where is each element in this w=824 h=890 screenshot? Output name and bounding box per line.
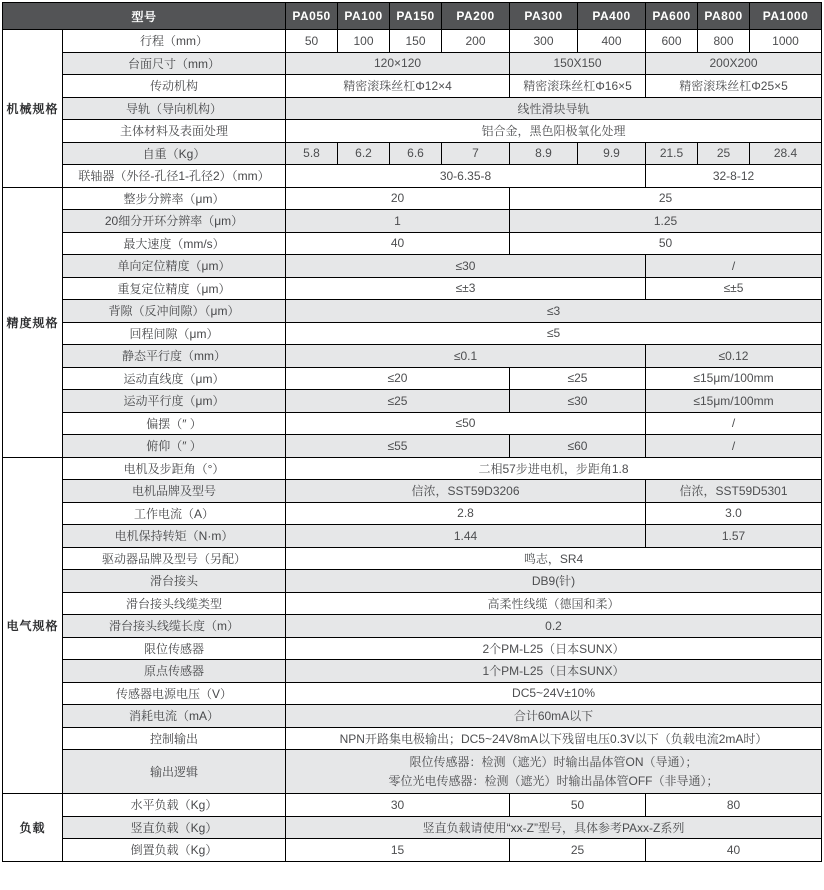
table-row — [3, 412, 822, 435]
spec-cell: / — [646, 412, 822, 435]
spec-cell: 合计60mA以下 — [286, 705, 822, 728]
table-row — [3, 367, 822, 390]
spec-cell — [286, 750, 822, 794]
table-row — [3, 660, 822, 683]
table-row — [3, 457, 822, 480]
row-label: 电机品牌及型号 — [63, 480, 286, 503]
spec-cell: 2.8 — [286, 502, 646, 525]
table-row — [3, 390, 822, 413]
row-label: 输出逻辑 — [63, 750, 286, 794]
row-label: 传动机构 — [63, 75, 286, 98]
row-label: 控制输出 — [63, 727, 286, 750]
spec-cell: 32-8-12 — [646, 165, 822, 188]
spec-cell: ≤0.12 — [646, 345, 822, 368]
spec-cell: NPN开路集电极输出；DC5~24V8mA以下残留电压0.3V以下（负载电流2mA时） — [286, 727, 822, 750]
spec-cell: ≤±3 — [286, 277, 646, 300]
model-header: PA100 — [338, 3, 390, 30]
table-row — [3, 705, 822, 728]
spec-cell: 1.57 — [646, 525, 822, 548]
spec-cell: 50 — [510, 232, 822, 255]
table-row — [3, 75, 822, 98]
spec-cell: ≤20 — [286, 367, 510, 390]
table-row — [3, 547, 822, 570]
row-label: 回程间隙（μm） — [63, 322, 286, 345]
spec-cell: ≤55 — [286, 435, 510, 458]
table-row — [3, 187, 822, 210]
row-label: 台面尺寸（mm） — [63, 52, 286, 75]
spec-cell: 1.25 — [510, 210, 822, 233]
row-label: 单向定位精度（μm） — [63, 255, 286, 278]
spec-cell: 信浓，SST59D5301 — [646, 480, 822, 503]
row-label: 静态平行度（mm） — [63, 345, 286, 368]
spec-cell: ≤25 — [286, 390, 510, 413]
row-label: 消耗电流（mA） — [63, 705, 286, 728]
spec-cell: 1 — [286, 210, 510, 233]
table-row — [3, 570, 822, 593]
spec-cell: 25 — [698, 142, 750, 165]
spec-cell: 5.8 — [286, 142, 338, 165]
table-row — [3, 750, 822, 794]
row-label: 电机保持转矩（N·m） — [63, 525, 286, 548]
spec-cell: 50 — [286, 30, 338, 53]
spec-cell: 6.2 — [338, 142, 390, 165]
spec-cell: 25 — [510, 187, 822, 210]
spec-cell: 1个PM-L25（日本SUNX） — [286, 660, 822, 683]
spec-cell: 高柔性线缆（德国和柔） — [286, 592, 822, 615]
row-label: 自重（Kg） — [63, 142, 286, 165]
table-row — [3, 30, 822, 53]
spec-cell: ≤±5 — [646, 277, 822, 300]
spec-cell: / — [646, 435, 822, 458]
row-label: 行程（mm） — [63, 30, 286, 53]
table-row — [3, 142, 822, 165]
model-header: PA1000 — [750, 3, 822, 30]
spec-cell: 30-6.35-8 — [286, 165, 646, 188]
table-row — [3, 615, 822, 638]
spec-cell: 精密滚珠丝杠Φ25×5 — [646, 75, 822, 98]
table-row — [3, 120, 822, 143]
spec-cell: ≤15μm/100mm — [646, 390, 822, 413]
row-label: 20细分开环分辨率（μm） — [63, 210, 286, 233]
table-row — [3, 345, 822, 368]
spec-cell: ≤3 — [286, 300, 822, 323]
spec-cell: ≤30 — [286, 255, 646, 278]
spec-cell: 二相57步进电机，步距角1.8 — [286, 457, 822, 480]
row-label: 俯仰（″ ） — [63, 435, 286, 458]
spec-cell: 600 — [646, 30, 698, 53]
spec-cell: 100 — [338, 30, 390, 53]
spec-cell: 20 — [286, 187, 510, 210]
spec-cell: 6.6 — [390, 142, 442, 165]
row-label: 滑台接头线缆类型 — [63, 592, 286, 615]
spec-cell: ≤30 — [510, 390, 646, 413]
model-header: PA050 — [286, 3, 338, 30]
spec-cell: 鸣志，SR4 — [286, 547, 822, 570]
table-row — [3, 97, 822, 120]
spec-cell: DC5~24V±10% — [286, 682, 822, 705]
table-row — [3, 480, 822, 503]
row-label: 工作电流（A） — [63, 502, 286, 525]
spec-cell: ≤25 — [510, 367, 646, 390]
spec-cell: 120×120 — [286, 52, 510, 75]
spec-cell: 精密滚珠丝杠Φ16×5 — [510, 75, 646, 98]
row-label: 原点传感器 — [63, 660, 286, 683]
header-row — [3, 3, 822, 30]
model-header: PA800 — [698, 3, 750, 30]
spec-cell: 40 — [646, 839, 822, 862]
table-row — [3, 839, 822, 862]
spec-cell: 8.9 — [510, 142, 578, 165]
table-row — [3, 255, 822, 278]
row-label: 电机及步距角（°） — [63, 457, 286, 480]
spec-cell: 800 — [698, 30, 750, 53]
spec-cell: 50 — [510, 794, 646, 817]
spec-cell: DB9(针) — [286, 570, 822, 593]
spec-cell-line: 限位传感器：检测（遮光）时输出晶体管ON（导通）； — [409, 754, 698, 769]
spec-cell: 线性滑块导轨 — [286, 97, 822, 120]
spec-cell: 30 — [286, 794, 510, 817]
spec-cell: 铝合金，黑色阳极氧化处理 — [286, 120, 822, 143]
spec-table — [2, 2, 822, 862]
row-label: 倒置负载（Kg） — [63, 839, 286, 862]
spec-cell: 40 — [286, 232, 510, 255]
spec-cell: ≤0.1 — [286, 345, 646, 368]
spec-cell: ≤15μm/100mm — [646, 367, 822, 390]
model-header: PA150 — [390, 3, 442, 30]
row-label: 主体材料及表面处理 — [63, 120, 286, 143]
row-label: 滑台接头线缆长度（m） — [63, 615, 286, 638]
row-label: 导轨（导向机构） — [63, 97, 286, 120]
spec-cell: 150 — [390, 30, 442, 53]
model-header: PA400 — [578, 3, 646, 30]
model-header: PA200 — [442, 3, 510, 30]
spec-cell: 9.9 — [578, 142, 646, 165]
section-label: 精度规格 — [3, 187, 63, 457]
table-row — [3, 232, 822, 255]
spec-cell: ≤50 — [286, 412, 646, 435]
table-row — [3, 210, 822, 233]
row-label: 重复定位精度（μm） — [63, 277, 286, 300]
spec-cell-line: 零位光电传感器：检测（遮光）时输出晶体管OFF（非导通）； — [388, 773, 719, 788]
spec-cell: 1000 — [750, 30, 822, 53]
row-label: 偏摆（″ ） — [63, 412, 286, 435]
row-label: 背隙（反冲间隙）（μm） — [63, 300, 286, 323]
table-body — [3, 30, 822, 862]
spec-cell: 7 — [442, 142, 510, 165]
row-label: 运动直线度（μm） — [63, 367, 286, 390]
row-label: 整步分辨率（μm） — [63, 187, 286, 210]
spec-cell: 200X200 — [646, 52, 822, 75]
row-label: 联轴器（外径-孔径1-孔径2）（mm） — [63, 165, 286, 188]
table-title: 型号 — [3, 3, 286, 30]
table-row — [3, 592, 822, 615]
table-row — [3, 165, 822, 188]
spec-cell: 200 — [442, 30, 510, 53]
spec-cell: 精密滚珠丝杠Φ12×4 — [286, 75, 510, 98]
spec-cell: / — [646, 255, 822, 278]
spec-cell: 21.5 — [646, 142, 698, 165]
section-label: 机械规格 — [3, 30, 63, 188]
table-row — [3, 637, 822, 660]
table-row — [3, 277, 822, 300]
table-row — [3, 322, 822, 345]
spec-cell: 28.4 — [750, 142, 822, 165]
row-label: 限位传感器 — [63, 637, 286, 660]
row-label: 运动平行度（μm） — [63, 390, 286, 413]
table-row — [3, 435, 822, 458]
spec-cell: 1.44 — [286, 525, 646, 548]
table-row — [3, 727, 822, 750]
spec-cell: 0.2 — [286, 615, 822, 638]
section-label: 电气规格 — [3, 457, 63, 794]
row-label: 水平负载（Kg） — [63, 794, 286, 817]
spec-cell: 信浓，SST59D3206 — [286, 480, 646, 503]
table-row — [3, 525, 822, 548]
row-label: 传感器电源电压（V） — [63, 682, 286, 705]
spec-cell: 80 — [646, 794, 822, 817]
spec-cell: 15 — [286, 839, 510, 862]
section-label: 负载 — [3, 794, 63, 862]
spec-cell: 竖直负载请使用“xx-Z”型号，具体参考PAxx-Z系列 — [286, 816, 822, 839]
spec-cell: 400 — [578, 30, 646, 53]
spec-cell: 25 — [510, 839, 646, 862]
table-row — [3, 682, 822, 705]
table-row — [3, 816, 822, 839]
model-header: PA300 — [510, 3, 578, 30]
table-row — [3, 52, 822, 75]
table-row — [3, 794, 822, 817]
row-label: 竖直负载（Kg） — [63, 816, 286, 839]
spec-cell: ≤60 — [510, 435, 646, 458]
row-label: 驱动器品牌及型号（另配） — [63, 547, 286, 570]
model-header: PA600 — [646, 3, 698, 30]
spec-cell: ≤5 — [286, 322, 822, 345]
row-label: 滑台接头 — [63, 570, 286, 593]
spec-cell: 3.0 — [646, 502, 822, 525]
table-row — [3, 502, 822, 525]
row-label: 最大速度（mm/s） — [63, 232, 286, 255]
spec-cell: 150X150 — [510, 52, 646, 75]
spec-cell: 300 — [510, 30, 578, 53]
table-row — [3, 300, 822, 323]
spec-cell: 2个PM-L25（日本SUNX） — [286, 637, 822, 660]
